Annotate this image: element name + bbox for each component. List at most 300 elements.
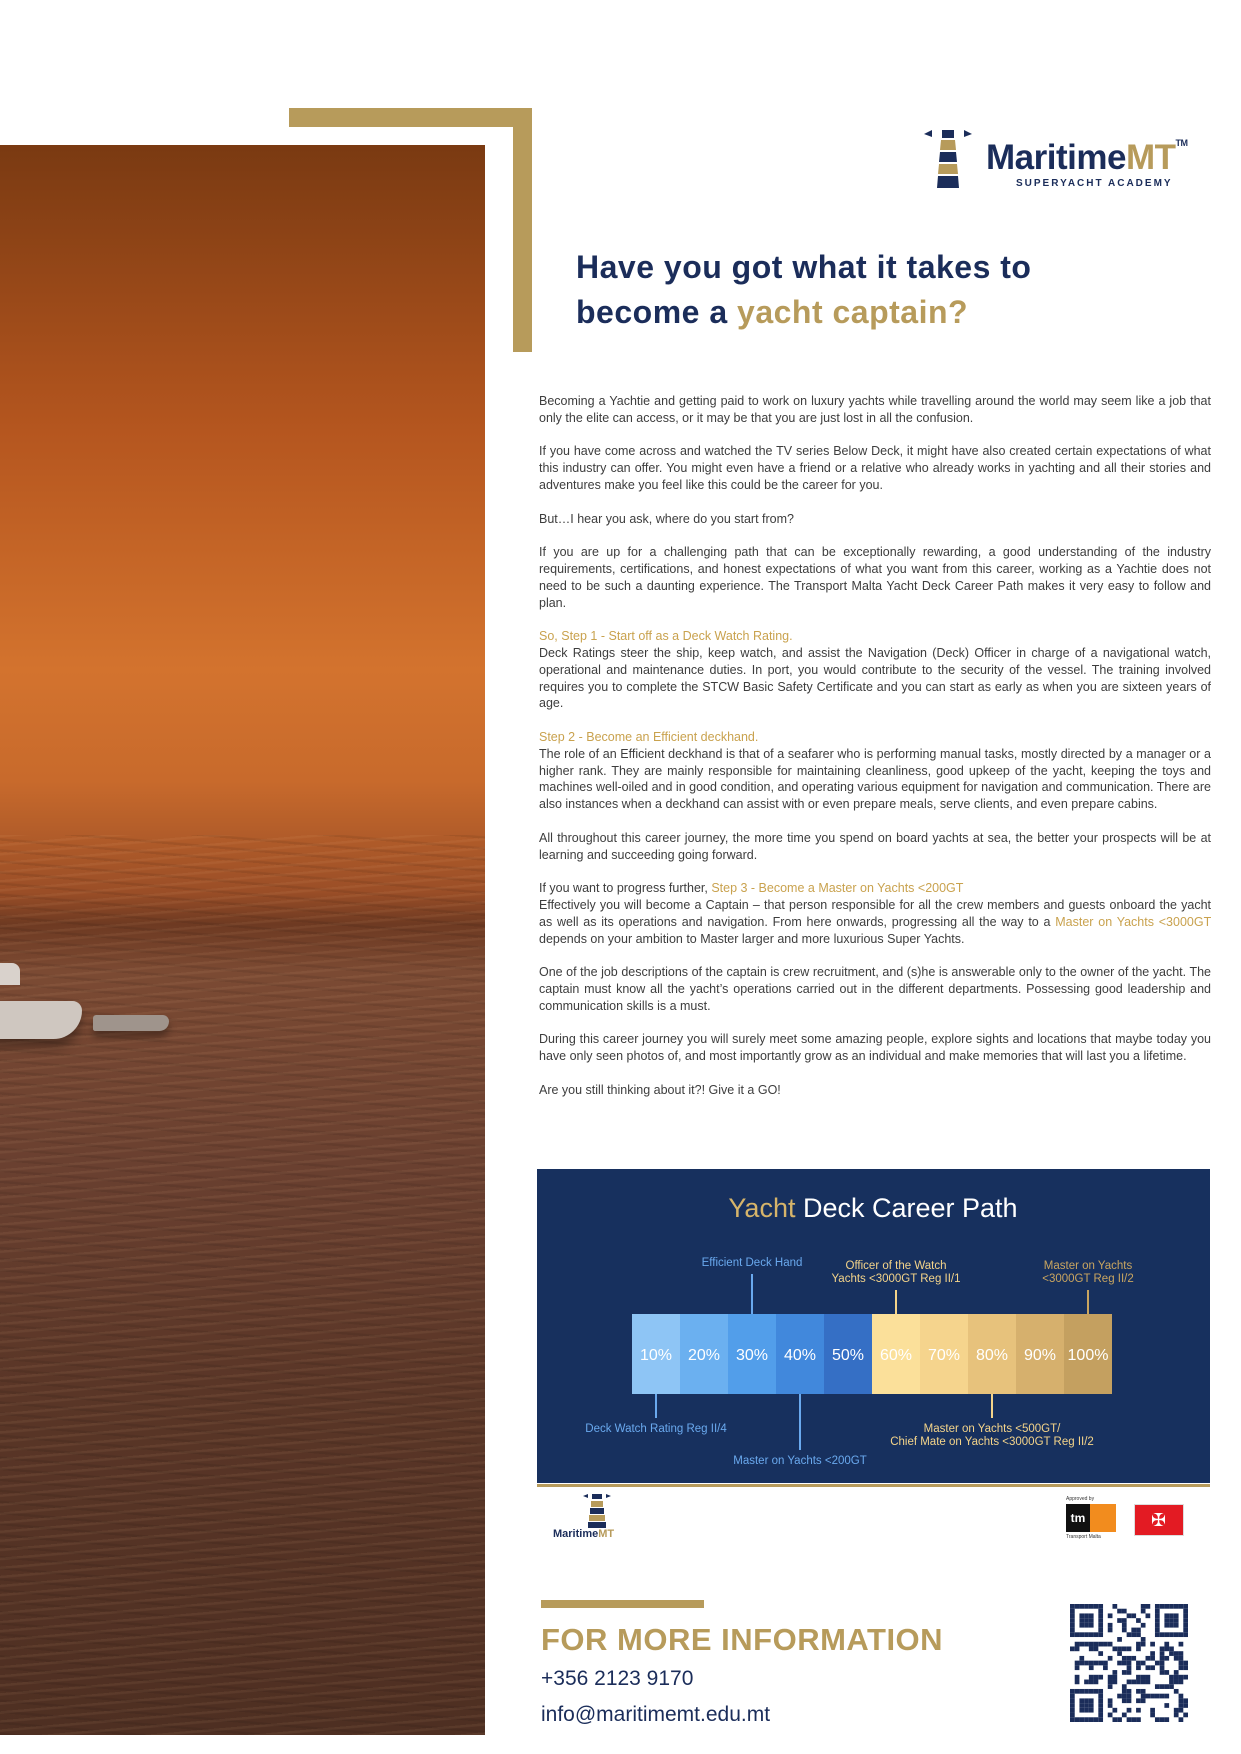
qr-finder-module [1075, 1604, 1080, 1609]
page-headline [576, 245, 1196, 335]
qr-module [1179, 1698, 1184, 1703]
qr-finder-module [1183, 1618, 1188, 1623]
qr-finder-module [1079, 1613, 1084, 1618]
qr-finder-module [1079, 1689, 1084, 1694]
qr-module [1164, 1642, 1169, 1647]
qr-module [1108, 1703, 1113, 1708]
qr-finder-module [1098, 1628, 1103, 1633]
qr-module [1150, 1651, 1155, 1656]
qr-module [1183, 1665, 1188, 1670]
qr-module [1136, 1642, 1141, 1647]
qr-module [1174, 1713, 1179, 1718]
qr-module [1098, 1642, 1103, 1647]
mini-logo-wordmark: MaritimeMT [553, 1528, 615, 1540]
qr-finder-module [1174, 1604, 1179, 1609]
tender-boat [93, 1015, 169, 1031]
qr-finder-module [1169, 1623, 1174, 1628]
chart-gold-rule [537, 1484, 1210, 1487]
qr-finder-module [1070, 1623, 1075, 1628]
qr-finder-module [1084, 1604, 1089, 1609]
approved-by-logos [1066, 1496, 1196, 1540]
maritimemt-logo [920, 128, 1220, 198]
qr-finder-module [1183, 1628, 1188, 1633]
qr-module [1075, 1665, 1080, 1670]
qr-finder-module [1089, 1703, 1094, 1708]
qr-finder-module [1084, 1632, 1089, 1637]
qr-module [1127, 1613, 1132, 1618]
qr-module [1122, 1656, 1127, 1661]
mini-lighthouse-icon [553, 1492, 643, 1528]
career-path-svg [537, 1169, 1210, 1483]
qr-module [1075, 1642, 1080, 1647]
milestone-label: Master on Yachts <200GT [733, 1455, 867, 1467]
milestone-label: Yachts <3000GT Reg II/1 [831, 1273, 961, 1285]
qr-module [1103, 1665, 1108, 1670]
qr-module [1155, 1661, 1160, 1666]
qr-module [1122, 1628, 1127, 1633]
qr-module [1122, 1713, 1127, 1718]
paragraph-journey: All throughout this career journey, the more time you spend on board yachts at sea, the better your prospects will be at learning and succeeding going forward. [539, 830, 1211, 862]
maltese-cross-icon: ✠ [1151, 1510, 1167, 1530]
paragraph-step-1 [539, 628, 1211, 712]
qr-finder-module [1079, 1717, 1084, 1722]
chart-title: Yacht Deck Career Path [728, 1193, 1018, 1223]
qr-module [1136, 1698, 1141, 1703]
qr-module [1174, 1651, 1179, 1656]
paragraph-career-path: If you are up for a challenging path that can be exceptionally rewarding, a good understanding of the industry requirements, certifications, and honest expectations of what you want from this career, working as a Yachtie does not need to be such a daunting experience. The Transport Malta Yacht Deck Career Path makes it very easy to follow and plan. [539, 545, 1211, 610]
qr-finder-module [1075, 1632, 1080, 1637]
master-3000gt-highlight: Master on Yachts <3000GT [1055, 914, 1212, 929]
qr-module [1164, 1670, 1169, 1675]
qr-finder-module [1155, 1618, 1160, 1623]
qr-module [1075, 1646, 1080, 1651]
qr-finder-module [1164, 1632, 1169, 1637]
segment-label: 60% [879, 1347, 913, 1364]
career-path-chart [537, 1169, 1210, 1483]
qr-module [1117, 1651, 1122, 1656]
qr-module [1136, 1661, 1141, 1666]
qr-module [1108, 1684, 1113, 1689]
qr-module [1160, 1656, 1165, 1661]
qr-module [1127, 1632, 1132, 1637]
qr-finder-module [1070, 1703, 1075, 1708]
qr-module [1141, 1661, 1146, 1666]
qr-finder-module [1174, 1613, 1179, 1618]
step-2-text: The role of an Efficient deckhand is that of a seafarer who is performing manual tasks, mostly directed by a manager or a higher rank. They are mainly responsible for maintaining cleanliness, good upkeep of the yacht, keeping the toys and machines well-oiled and in good condition, and operating various equipment for navigation and communication. There are also instances when a deckhand can assist with or even prepare meals, serve clients, and even prepare cabins. [539, 746, 1211, 812]
qr-finder-module [1094, 1717, 1099, 1722]
qr-module [1136, 1628, 1141, 1633]
qr-finder-module [1183, 1613, 1188, 1618]
qr-module [1179, 1680, 1184, 1685]
qr-finder-module [1179, 1632, 1184, 1637]
qr-finder-module [1098, 1604, 1103, 1609]
qr-module [1183, 1661, 1188, 1666]
qr-module [1136, 1717, 1141, 1722]
qr-finder-module [1084, 1703, 1089, 1708]
qr-finder-module [1160, 1604, 1165, 1609]
qr-module [1174, 1680, 1179, 1685]
segment-label: 90% [1023, 1347, 1057, 1364]
qr-module [1150, 1642, 1155, 1647]
qr-finder-module [1098, 1689, 1103, 1694]
qr-module [1108, 1623, 1113, 1628]
qr-module [1117, 1694, 1122, 1699]
qr-finder-module [1089, 1604, 1094, 1609]
qr-module [1146, 1613, 1151, 1618]
milestone-label: Efficient Deck Hand [701, 1257, 803, 1269]
qr-finder-module [1098, 1613, 1103, 1618]
qr-module [1075, 1675, 1080, 1680]
qr-module [1108, 1680, 1113, 1685]
qr-module [1150, 1708, 1155, 1713]
qr-module [1122, 1684, 1127, 1689]
qr-module [1122, 1689, 1127, 1694]
qr-module [1164, 1684, 1169, 1689]
sunset-sea-photo [0, 145, 485, 1735]
qr-finder-module [1084, 1689, 1089, 1694]
qr-module [1127, 1717, 1132, 1722]
qr-module [1174, 1670, 1179, 1675]
email-address[interactable]: info@maritimemt.edu.mt [541, 1703, 771, 1726]
qr-finder-module [1070, 1708, 1075, 1713]
qr-module [1094, 1675, 1099, 1680]
qr-finder-module [1183, 1609, 1188, 1614]
qr-module [1146, 1680, 1151, 1685]
sea-texture [0, 835, 485, 1735]
qr-module [1141, 1689, 1146, 1694]
qr-finder-module [1070, 1694, 1075, 1699]
milestone-label: Chief Mate on Yachts <3000GT Reg II/2 [890, 1436, 1094, 1448]
qr-module [1112, 1646, 1117, 1651]
qr-module [1089, 1646, 1094, 1651]
qr-finder-module [1098, 1609, 1103, 1614]
qr-finder-module [1084, 1708, 1089, 1713]
qr-module [1169, 1651, 1174, 1656]
qr-finder-module [1070, 1609, 1075, 1614]
qr-finder-module [1155, 1628, 1160, 1633]
qr-module [1112, 1680, 1117, 1685]
qr-finder-module [1094, 1632, 1099, 1637]
qr-finder-module [1098, 1713, 1103, 1718]
qr-module [1136, 1689, 1141, 1694]
qr-module [1127, 1665, 1132, 1670]
qr-module [1108, 1675, 1113, 1680]
segment-label: 50% [831, 1347, 865, 1364]
qr-module [1183, 1698, 1188, 1703]
qr-finder-module [1070, 1604, 1075, 1609]
paragraph-call-to-action: Are you still thinking about it?! Give it a GO! [539, 1082, 781, 1097]
qr-finder-module [1164, 1618, 1169, 1623]
qr-module [1117, 1717, 1122, 1722]
qr-finder-module [1179, 1604, 1184, 1609]
qr-module [1112, 1604, 1117, 1609]
qr-finder-module [1070, 1698, 1075, 1703]
qr-module [1160, 1651, 1165, 1656]
qr-module [1131, 1680, 1136, 1685]
qr-module [1160, 1684, 1165, 1689]
qr-finder-module [1174, 1623, 1179, 1628]
qr-finder-module [1155, 1613, 1160, 1618]
qr-module [1136, 1618, 1141, 1623]
paragraph-lifetime: During this career journey you will surely meet some amazing people, explore sights and locations that maybe today you have only seen photos of, and most importantly grow as an individual and make memories that will last you a lifetime. [539, 1032, 1211, 1064]
qr-module [1122, 1646, 1127, 1651]
qr-module [1122, 1618, 1127, 1623]
qr-module [1108, 1698, 1113, 1703]
qr-module [1122, 1609, 1127, 1614]
qr-module [1164, 1694, 1169, 1699]
paragraph-below-deck: If you have come across and watched the TV series Below Deck, it might have also created certain expectations of what this industry can offer. You might even have a friend or a relative who already works in yachting and all their stories and adventures make you feel like this could be the career for you. [539, 444, 1211, 492]
qr-module [1112, 1670, 1117, 1675]
qr-module [1127, 1694, 1132, 1699]
qr-module [1127, 1698, 1132, 1703]
qr-module [1127, 1656, 1132, 1661]
qr-finder-module [1084, 1698, 1089, 1703]
qr-module [1098, 1651, 1103, 1656]
qr-module [1179, 1703, 1184, 1708]
qr-module [1141, 1604, 1146, 1609]
qr-module [1117, 1646, 1122, 1651]
qr-module [1174, 1675, 1179, 1680]
qr-finder-module [1155, 1604, 1160, 1609]
qr-module [1112, 1717, 1117, 1722]
segment-label: 10% [639, 1347, 673, 1364]
qr-module [1127, 1680, 1132, 1685]
qr-module [1079, 1642, 1084, 1647]
segment-label: 80% [975, 1347, 1009, 1364]
qr-module [1103, 1642, 1108, 1647]
qr-finder-module [1089, 1632, 1094, 1637]
qr-module [1136, 1646, 1141, 1651]
qr-module [1183, 1675, 1188, 1680]
qr-module [1070, 1646, 1075, 1651]
qr-module [1122, 1623, 1127, 1628]
qr-module [1160, 1661, 1165, 1666]
qr-module [1127, 1661, 1132, 1666]
qr-finder-module [1160, 1632, 1165, 1637]
step-3-heading: Step 3 - Become a Master on Yachts <200GT [711, 881, 964, 896]
qr-finder-module [1169, 1618, 1174, 1623]
qr-finder-module [1079, 1632, 1084, 1637]
qr-module [1127, 1646, 1132, 1651]
qr-module [1183, 1703, 1188, 1708]
qr-module [1108, 1628, 1113, 1633]
qr-module [1122, 1694, 1127, 1699]
qr-module [1117, 1637, 1122, 1642]
qr-module [1160, 1665, 1165, 1670]
qr-finder-module [1155, 1609, 1160, 1614]
qr-module [1122, 1661, 1127, 1666]
paragraph-intro: Becoming a Yachtie and getting paid to work on luxury yachts while travelling around the world may seem like a job that only the elite can access, or it may be that you are just lost in all the confusion. [539, 394, 1211, 425]
segment-label: 30% [735, 1347, 769, 1364]
qr-module [1108, 1613, 1113, 1618]
qr-finder-module [1183, 1623, 1188, 1628]
qr-module [1141, 1694, 1146, 1699]
qr-module [1127, 1670, 1132, 1675]
approved-by-label: Approved by [1066, 1496, 1095, 1502]
qr-module [1179, 1708, 1184, 1713]
qr-module [1183, 1713, 1188, 1718]
qr-module [1141, 1680, 1146, 1685]
qr-finder-module [1183, 1632, 1188, 1637]
qr-module [1150, 1713, 1155, 1718]
qr-module [1155, 1717, 1160, 1722]
transport-malta-logo: tm [1066, 1504, 1116, 1532]
qr-finder-module [1079, 1618, 1084, 1623]
qr-finder-module [1164, 1623, 1169, 1628]
qr-finder-module [1084, 1613, 1089, 1618]
qr-module [1094, 1642, 1099, 1647]
segment-label: 100% [1067, 1347, 1109, 1364]
qr-finder-module [1079, 1623, 1084, 1628]
qr-finder-module [1084, 1623, 1089, 1628]
qr-module [1146, 1694, 1151, 1699]
step-1-text: Deck Ratings steer the ship, keep watch, and assist the Navigation (Deck) Officer in charge of a navigational watch, operational and maintenance duties. In port, you would contribute to the security of the vessel. The training involved requires you to complete the STCW Basic Safety Certificate and you can start as early as when you are sixteen years of age. [539, 645, 1211, 711]
qr-module [1174, 1656, 1179, 1661]
milestone-label: Master on Yachts <500GT/ [923, 1423, 1061, 1435]
qr-module [1179, 1717, 1184, 1722]
qr-module [1122, 1670, 1127, 1675]
qr-finder-module [1079, 1703, 1084, 1708]
qr-module [1079, 1661, 1084, 1666]
qr-module [1179, 1694, 1184, 1699]
qr-module [1136, 1665, 1141, 1670]
qr-module [1169, 1684, 1174, 1689]
qr-code-icon[interactable] [1070, 1604, 1188, 1722]
qr-finder-module [1169, 1632, 1174, 1637]
qr-finder-module [1070, 1613, 1075, 1618]
qr-finder-module [1174, 1618, 1179, 1623]
qr-finder-module [1089, 1717, 1094, 1722]
headline-line-1: Have you got what it takes to [576, 249, 1032, 285]
qr-module [1164, 1703, 1169, 1708]
qr-module [1141, 1623, 1146, 1628]
qr-finder-module [1155, 1623, 1160, 1628]
qr-module [1131, 1632, 1136, 1637]
article-body [539, 393, 1211, 1115]
qr-finder-module [1098, 1708, 1103, 1713]
qr-module [1164, 1656, 1169, 1661]
qr-module [1084, 1680, 1089, 1685]
qr-module [1150, 1665, 1155, 1670]
qr-module [1084, 1661, 1089, 1666]
qr-module [1112, 1708, 1117, 1713]
qr-module [1094, 1680, 1099, 1685]
segment-label: 40% [783, 1347, 817, 1364]
headline-line-2: become a yacht captain? [576, 294, 969, 330]
milestone-label: Officer of the Watch [845, 1260, 947, 1272]
qr-module [1136, 1632, 1141, 1637]
qr-finder-module [1089, 1613, 1094, 1618]
qr-module [1094, 1661, 1099, 1666]
segment-label: 20% [687, 1347, 721, 1364]
qr-module [1108, 1656, 1113, 1661]
qr-finder-module [1094, 1604, 1099, 1609]
paragraph-question: But…I hear you ask, where do you start from? [539, 511, 794, 526]
qr-module [1146, 1675, 1151, 1680]
lighthouse-icon [920, 128, 976, 194]
qr-module [1174, 1689, 1179, 1694]
qr-module [1141, 1642, 1146, 1647]
qr-finder-module [1098, 1623, 1103, 1628]
qr-module [1179, 1665, 1184, 1670]
qr-module [1169, 1680, 1174, 1685]
qr-module [1146, 1604, 1151, 1609]
headline-highlight: yacht captain? [737, 294, 969, 330]
phone-number[interactable]: +356 2123 9170 [541, 1667, 694, 1690]
qr-module [1089, 1665, 1094, 1670]
qr-module [1179, 1656, 1184, 1661]
qr-module [1098, 1661, 1103, 1666]
qr-finder-module [1079, 1698, 1084, 1703]
info-gold-rule [541, 1600, 704, 1608]
qr-module [1136, 1680, 1141, 1685]
paragraph-captain-duties: One of the job descriptions of the captain is crew recruitment, and (s)he is answerable only to the owner of the yacht. The captain must know all the yacht’s operations carried out in the different departments. Possessing good leadership and communication skills is a must. [539, 965, 1211, 1013]
qr-finder-module [1084, 1618, 1089, 1623]
qr-finder-module [1094, 1689, 1099, 1694]
qr-module [1179, 1651, 1184, 1656]
qr-module [1160, 1646, 1165, 1651]
qr-module [1169, 1675, 1174, 1680]
qr-module [1117, 1609, 1122, 1614]
qr-finder-module [1098, 1694, 1103, 1699]
qr-finder-module [1070, 1717, 1075, 1722]
yacht-superstructure [0, 963, 20, 985]
qr-finder-module [1070, 1628, 1075, 1633]
qr-finder-module [1089, 1623, 1094, 1628]
qr-module [1127, 1689, 1132, 1694]
qr-module [1136, 1675, 1141, 1680]
qr-module [1155, 1694, 1160, 1699]
qr-module [1089, 1661, 1094, 1666]
qr-module [1155, 1684, 1160, 1689]
qr-module [1179, 1675, 1184, 1680]
qr-module [1131, 1656, 1136, 1661]
qr-finder-module [1164, 1604, 1169, 1609]
qr-module [1169, 1646, 1174, 1651]
info-heading: FOR MORE INFORMATION [541, 1622, 944, 1657]
qr-module [1141, 1609, 1146, 1614]
qr-module [1146, 1656, 1151, 1661]
qr-finder-module [1169, 1604, 1174, 1609]
qr-finder-module [1079, 1708, 1084, 1713]
step-1-heading: So, Step 1 - Start off as a Deck Watch Rating. [539, 629, 793, 644]
milestone-label: Master on Yachts [1043, 1260, 1133, 1272]
qr-module [1117, 1661, 1122, 1666]
qr-module [1179, 1642, 1184, 1647]
qr-finder-module [1075, 1689, 1080, 1694]
qr-module [1174, 1708, 1179, 1713]
qr-finder-module [1070, 1632, 1075, 1637]
qr-module [1164, 1646, 1169, 1651]
qr-module [1150, 1656, 1155, 1661]
maltese-cross-logo [1134, 1504, 1184, 1536]
yacht-hull [0, 1001, 82, 1039]
milestone-label: <3000GT Reg II/2 [1042, 1273, 1134, 1285]
qr-finder-module [1164, 1613, 1169, 1618]
qr-finder-module [1089, 1698, 1094, 1703]
qr-finder-module [1084, 1717, 1089, 1722]
qr-module [1131, 1613, 1136, 1618]
qr-finder-module [1098, 1618, 1103, 1623]
qr-module [1131, 1717, 1136, 1722]
qr-module [1179, 1661, 1184, 1666]
qr-module [1075, 1661, 1080, 1666]
segment-label: 70% [927, 1347, 961, 1364]
qr-module [1108, 1642, 1113, 1647]
qr-finder-module [1089, 1689, 1094, 1694]
qr-module [1131, 1628, 1136, 1633]
qr-finder-module [1098, 1632, 1103, 1637]
